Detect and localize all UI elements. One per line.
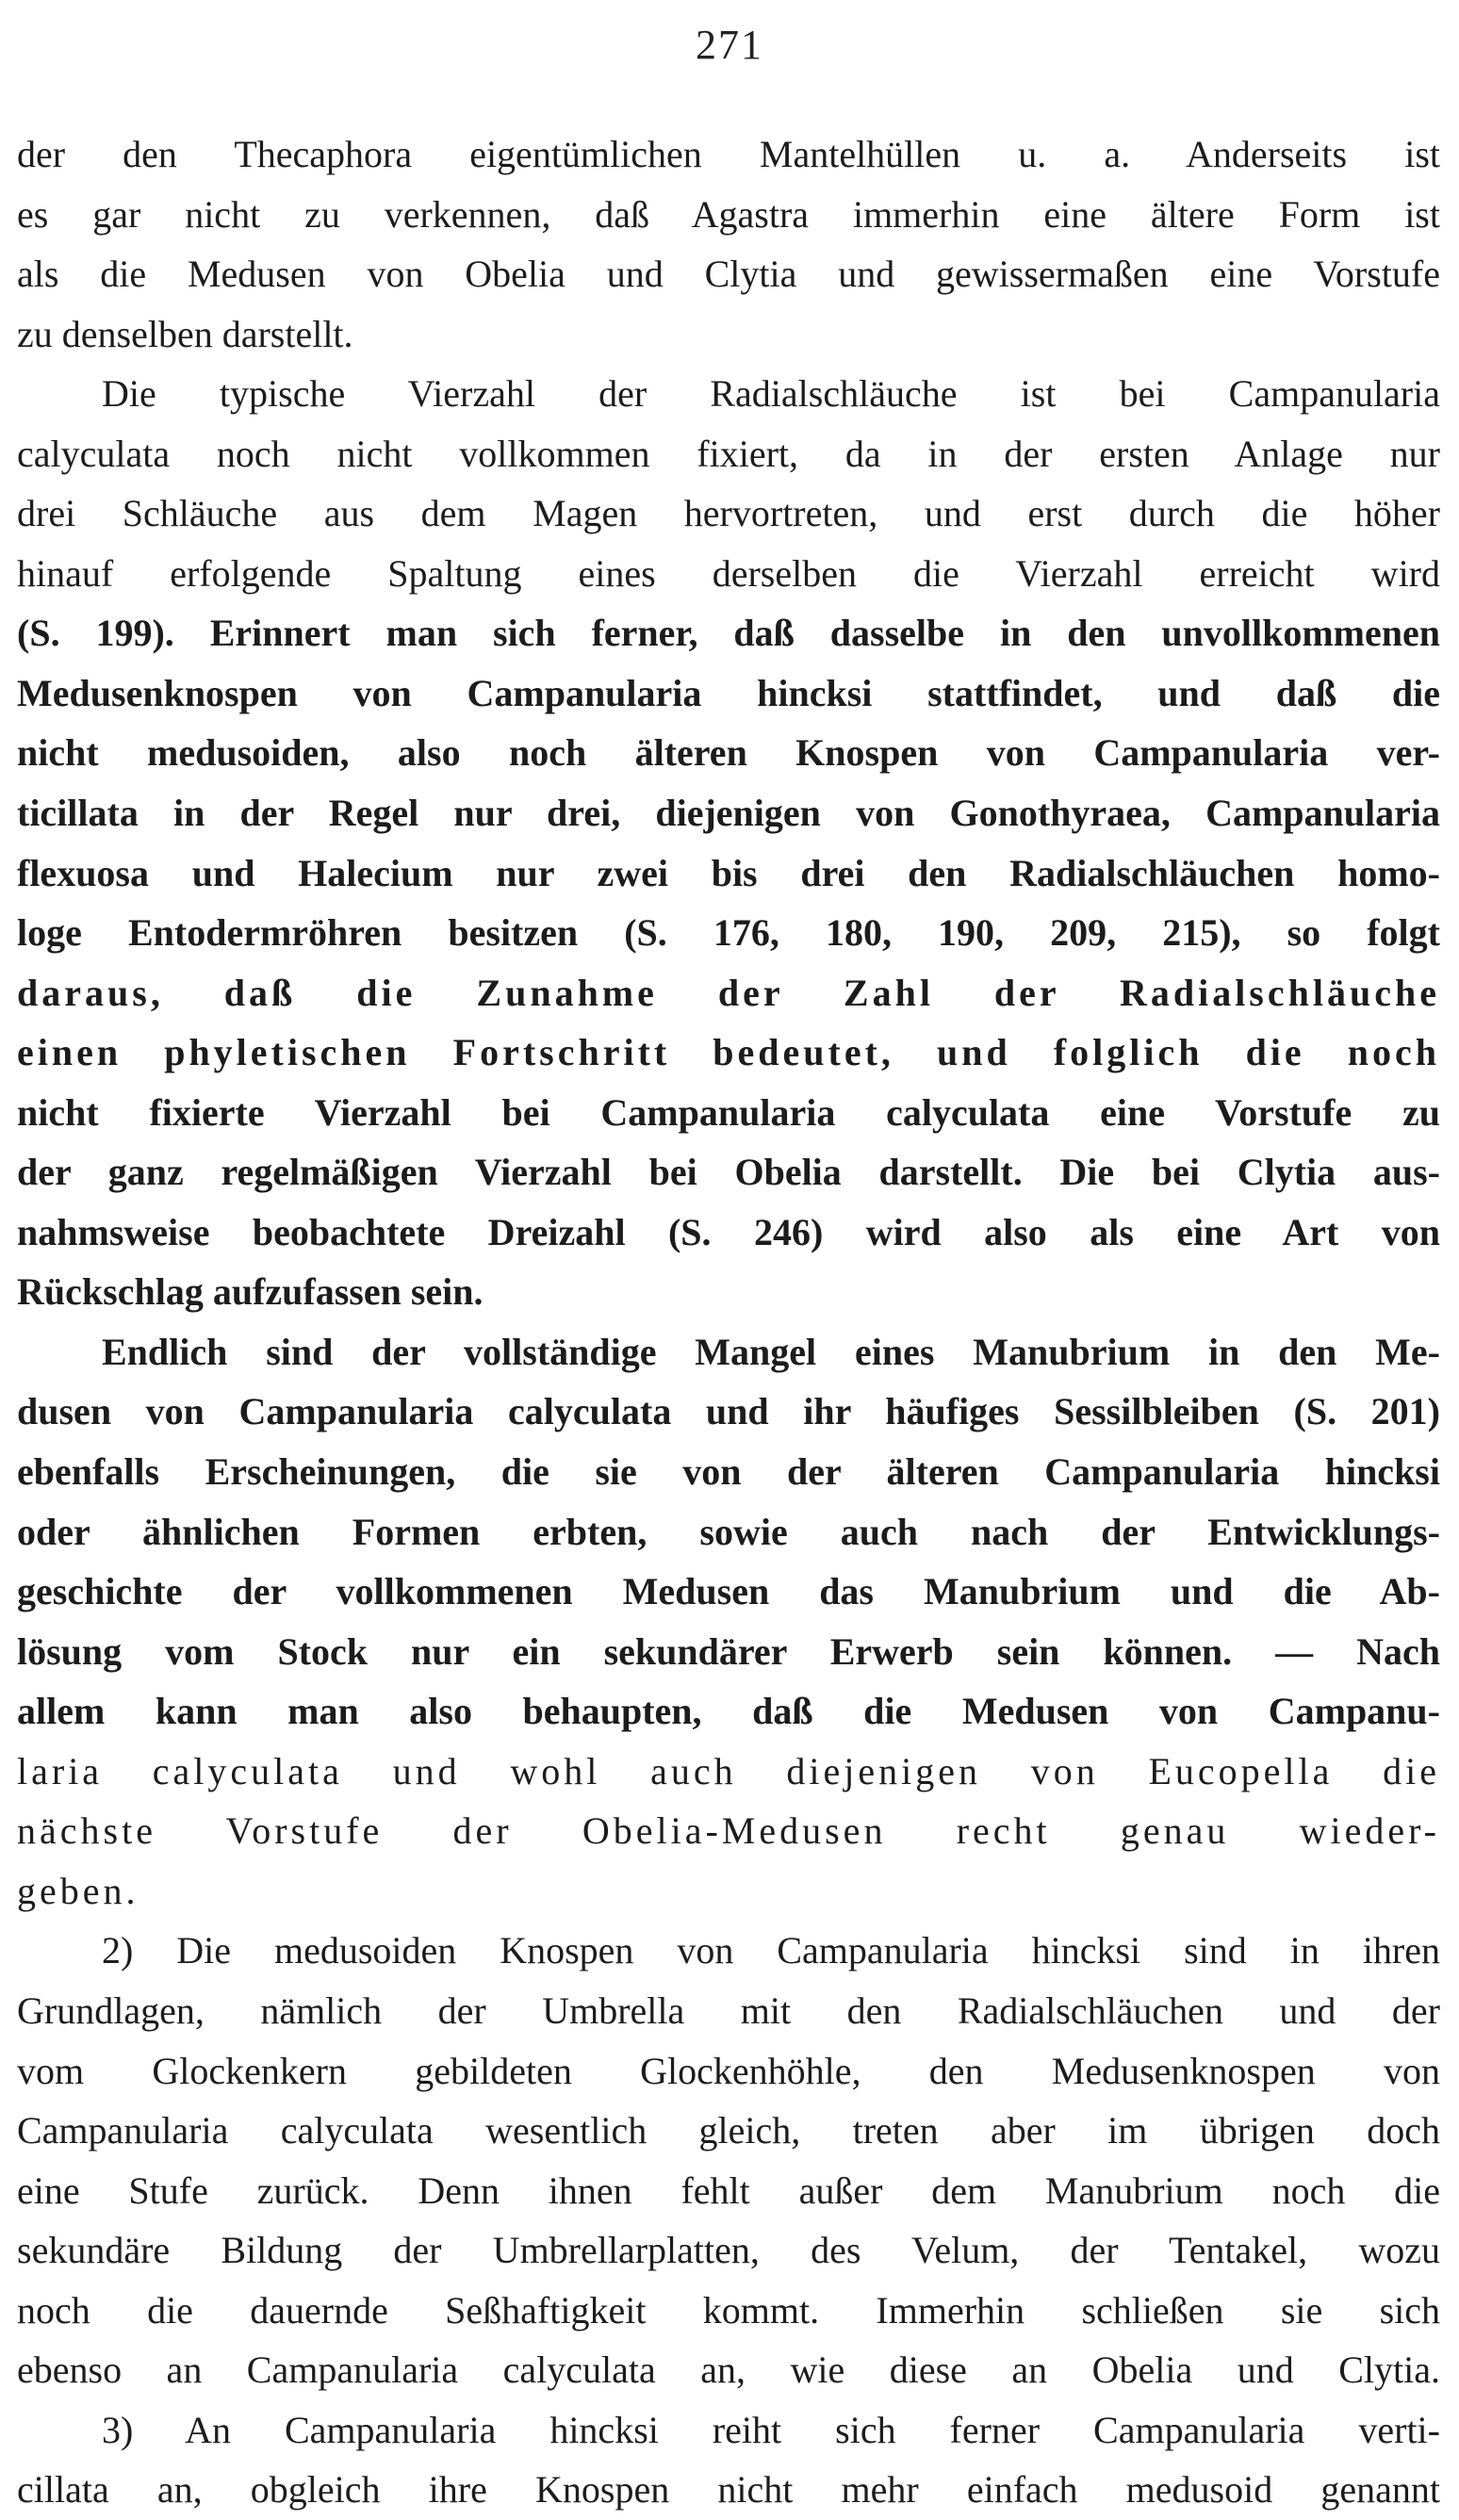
text-line: lösung vom Stock nur ein sekundärer Erwerb sein können. — Nach (17, 1629, 1440, 1673)
text-line: allem kann man also behaupten, daß die Medusen von Campanu- (17, 1690, 1440, 1733)
body-text (17, 124, 1440, 2520)
page-number: 271 (696, 22, 763, 68)
text-line: eine Stufe zurück. Denn ihnen fehlt außer dem Manubrium noch die (17, 2168, 1440, 2212)
text-line: dusen von Campanularia calyculata und ihr häufiges Sessilbleiben (S. 201) (17, 1390, 1440, 1433)
text-line: als die Medusen von Obelia und Clytia und gewissermaßen eine Vorstufe (17, 253, 1440, 296)
text-line: nahmsweise beobachtete Dreizahl (S. 246) wird also als eine Art von (17, 1210, 1440, 1253)
paragraph-first-line: Die typische Vierzahl der Radialschläuche ist bei Campanularia (102, 372, 1440, 416)
text-line: loge Entodermröhren besitzen (S. 176, 180, 190, 209, 215), so folgt (17, 911, 1440, 955)
text-line: noch die dauernde Seßhaftigkeit kommt. Immerhin schließen sie sich (17, 2288, 1440, 2332)
text-line: (S. 199). Erinnert man sich ferner, daß dasselbe in den unvollkommenen (17, 612, 1440, 655)
text-line: cillata an, obgleich ihre Knospen nicht mehr einfach medusoid genannt (17, 2468, 1440, 2512)
text-line: flexuosa und Halecium nur zwei bis drei den Radialschläuchen homo- (17, 851, 1440, 894)
text-line: calyculata noch nicht vollkommen fixiert, da in der ersten Anlage nur (17, 432, 1440, 475)
text-line: Rückschlag aufzufassen sein. (17, 1270, 484, 1314)
text-line: ticillata in der Regel nur drei, diejenigen von Gonothyraea, Campanularia (17, 792, 1440, 835)
text-line: ebenso an Campanularia calyculata an, wie diese an Obelia und Clytia. (17, 2348, 1440, 2392)
text-line: es gar nicht zu verkennen, daß Agastra immerhin eine ältere Form ist (17, 192, 1440, 236)
text-line: geben. (17, 1869, 139, 1912)
text-line: hinauf erfolgende Spaltung eines derselben die Vierzahl erreicht wird (17, 551, 1440, 595)
text-line: nicht medusoiden, also noch älteren Knospen von Campanularia ver- (17, 731, 1440, 775)
text-line: ebenfalls Erscheinungen, die sie von der älteren Campanularia hincksi (17, 1450, 1440, 1494)
text-line: Grundlagen, nämlich der Umbrella mit den Radialschläuchen und der (17, 1988, 1440, 2032)
text-line: Campanularia calyculata wesentlich gleich, treten aber im übrigen doch (17, 2109, 1440, 2152)
text-line: sekundäre Bildung der Umbrellarplatten, des Velum, der Tentakel, wozu (17, 2229, 1440, 2272)
text-line: nächste Vorstufe der Obelia-Medusen recht genau wieder- (17, 1809, 1440, 1853)
text-line: geschichte der vollkommenen Medusen das Manubrium und die Ab- (17, 1570, 1440, 1613)
text-line: drei Schläuche aus dem Magen hervortreten, und erst durch die höher (17, 492, 1440, 535)
text-line: oder ähnlichen Formen erbten, sowie auch nach der Entwicklungs- (17, 1510, 1440, 1553)
text-line: der ganz regelmäßigen Vierzahl bei Obelia darstellt. Die bei Clytia aus- (17, 1151, 1440, 1194)
text-line: zu denselben darstellt. (17, 312, 353, 355)
text-line: Medusenknospen von Campanularia hincksi stattfindet, und daß die (17, 671, 1440, 714)
text-line: nicht fixierte Vierzahl bei Campanularia calyculata eine Vorstufe zu (17, 1090, 1440, 1134)
paragraph-first-line: Endlich sind der vollständige Mangel eines Manubrium in den Me- (102, 1330, 1440, 1373)
text-line: daraus, daß die Zunahme der Zahl der Radialschläuche (17, 971, 1440, 1014)
paragraph-first-line: 3) An Campanularia hincksi reiht sich ferner Campanularia verti- (102, 2408, 1440, 2451)
text-line: vom Glockenkern gebildeten Glockenhöhle, den Medusenknospen von (17, 2049, 1440, 2092)
text-line: laria calyculata und wohl auch diejenigen von Eucopella die (17, 1749, 1440, 1792)
paragraph-first-line: 2) Die medusoiden Knospen von Campanularia hincksi sind in ihren (102, 1929, 1440, 1972)
text-line: der den Thecaphora eigentümlichen Mantelhüllen u. a. Anderseits ist (17, 133, 1440, 175)
text-line: einen phyletischen Fortschritt bedeutet, und folglich die noch (17, 1031, 1440, 1074)
